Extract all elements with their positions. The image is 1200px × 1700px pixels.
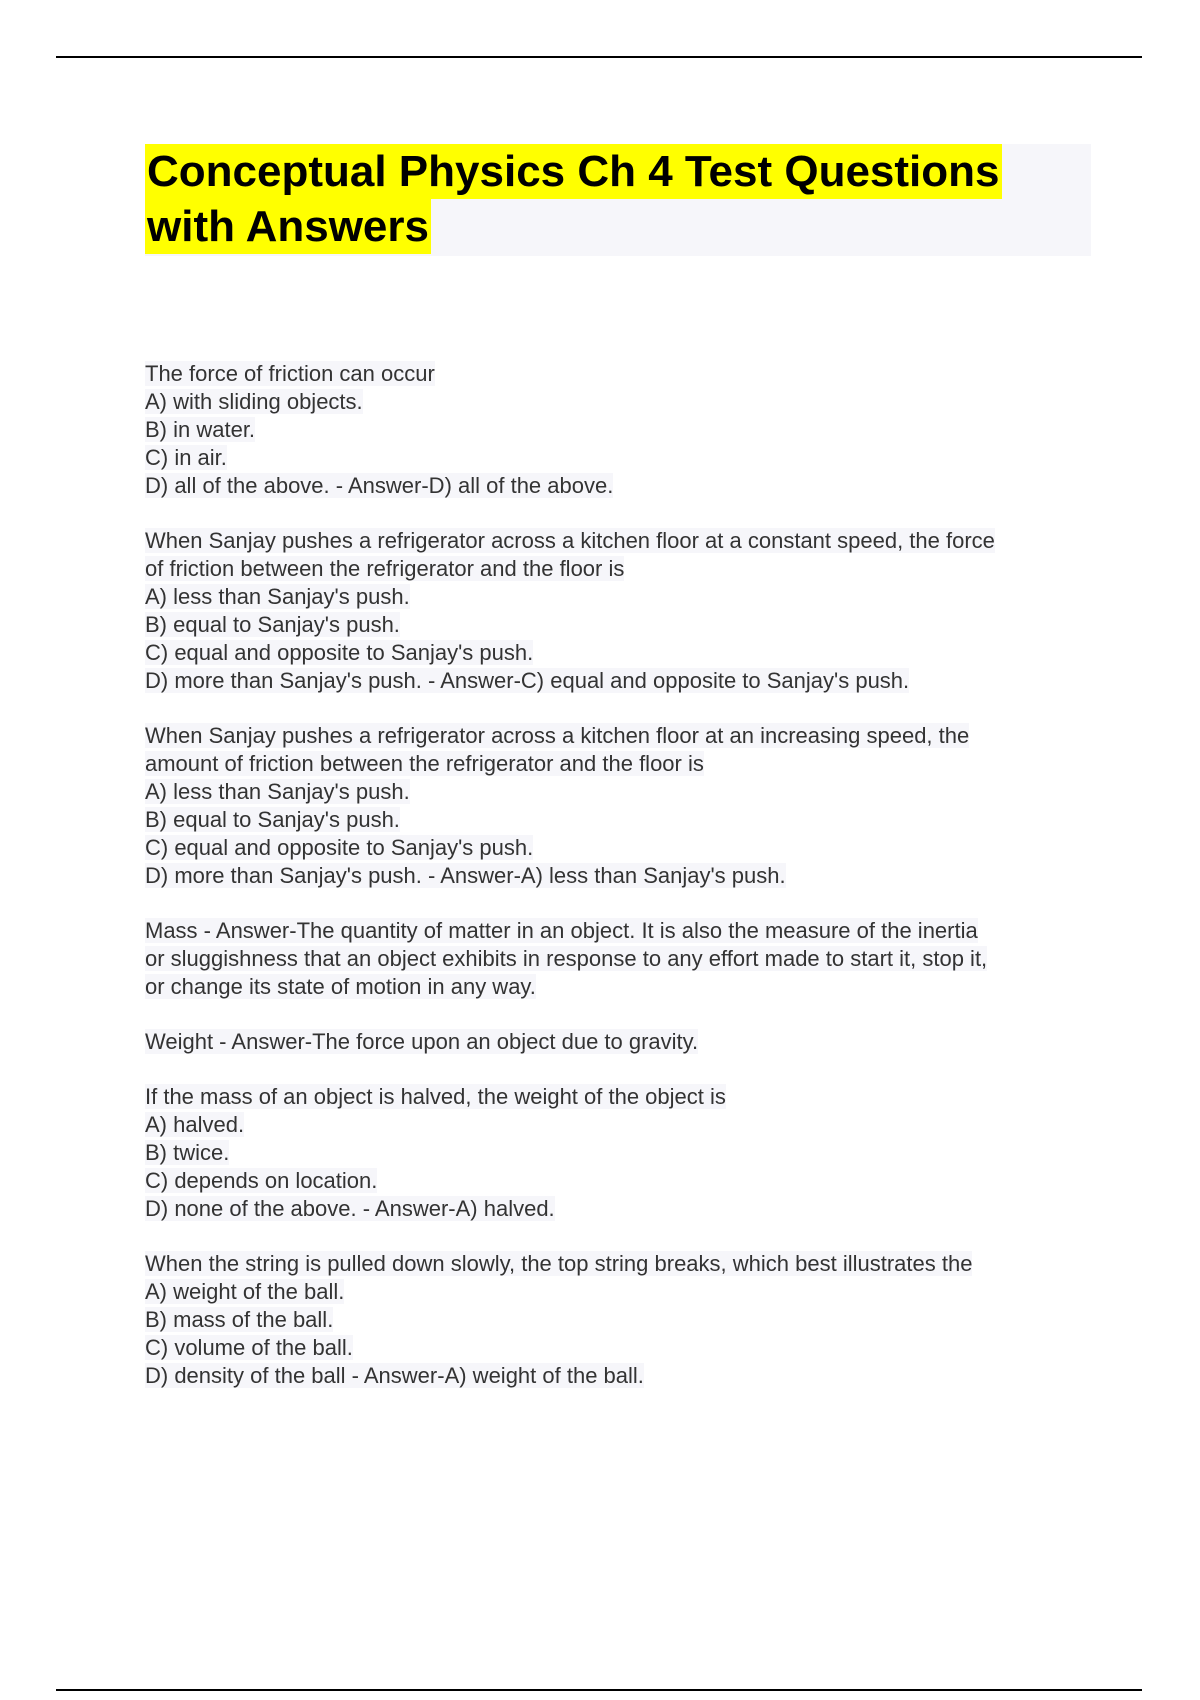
question-line: When the string is pulled down slowly, the top string breaks, which best illustrates the [145, 1251, 973, 1276]
option-line: B) mass of the ball. [145, 1307, 334, 1332]
question-block-friction [145, 360, 1105, 500]
option-line: B) equal to Sanjay's push. [145, 612, 400, 637]
question-line: of friction between the refrigerator and the floor is [145, 556, 625, 581]
option-line: A) with sliding objects. [145, 389, 363, 414]
option-line: B) in water. [145, 417, 256, 442]
definition-line: Weight - Answer-The force upon an object due to gravity. [145, 1029, 699, 1054]
option-line: C) in air. [145, 445, 227, 470]
question-list [145, 360, 1105, 1417]
definition-line: Mass - Answer-The quantity of matter in an object. It is also the measure of the inertia [145, 918, 978, 943]
question-line: The force of friction can occur [145, 361, 435, 386]
answer-line: D) none of the above. - Answer-A) halved. [145, 1196, 555, 1221]
answer-line: D) more than Sanjay's push. - Answer-C) equal and opposite to Sanjay's push. [145, 668, 910, 693]
definition-block-weight [145, 1028, 1105, 1056]
question-block-mass-halved [145, 1083, 1105, 1223]
question-line: amount of friction between the refrigerator and the floor is [145, 751, 704, 776]
definition-line: or sluggishness that an object exhibits in response to any effort made to start it, stop it, [145, 946, 988, 971]
definition-block-mass [145, 917, 1105, 1001]
title-line-2: with Answers [145, 199, 431, 254]
question-block-increasing-speed [145, 722, 1105, 890]
footer-rule [56, 1689, 1142, 1691]
answer-line: D) density of the ball - Answer-A) weight of the ball. [145, 1363, 644, 1388]
header-rule [56, 56, 1142, 58]
option-line: A) less than Sanjay's push. [145, 779, 410, 804]
question-line: When Sanjay pushes a refrigerator across a kitchen floor at an increasing speed, the [145, 723, 970, 748]
definition-line: or change its state of motion in any way. [145, 974, 536, 999]
answer-line: D) more than Sanjay's push. - Answer-A) less than Sanjay's push. [145, 863, 786, 888]
option-line: C) equal and opposite to Sanjay's push. [145, 640, 534, 665]
option-line: A) halved. [145, 1112, 245, 1137]
title-line-1: Conceptual Physics Ch 4 Test Questions [145, 144, 1002, 199]
answer-line: D) all of the above. - Answer-D) all of the above. [145, 473, 614, 498]
option-line: A) less than Sanjay's push. [145, 584, 410, 609]
question-block-string [145, 1250, 1105, 1390]
option-line: C) volume of the ball. [145, 1335, 353, 1360]
option-line: C) depends on location. [145, 1168, 378, 1193]
question-line: When Sanjay pushes a refrigerator across a kitchen floor at a constant speed, the force [145, 528, 995, 553]
question-line: If the mass of an object is halved, the weight of the object is [145, 1084, 726, 1109]
option-line: B) equal to Sanjay's push. [145, 807, 400, 832]
option-line: B) twice. [145, 1140, 230, 1165]
document-title [145, 144, 1091, 256]
option-line: C) equal and opposite to Sanjay's push. [145, 835, 534, 860]
question-block-constant-speed [145, 527, 1105, 695]
option-line: A) weight of the ball. [145, 1279, 345, 1304]
